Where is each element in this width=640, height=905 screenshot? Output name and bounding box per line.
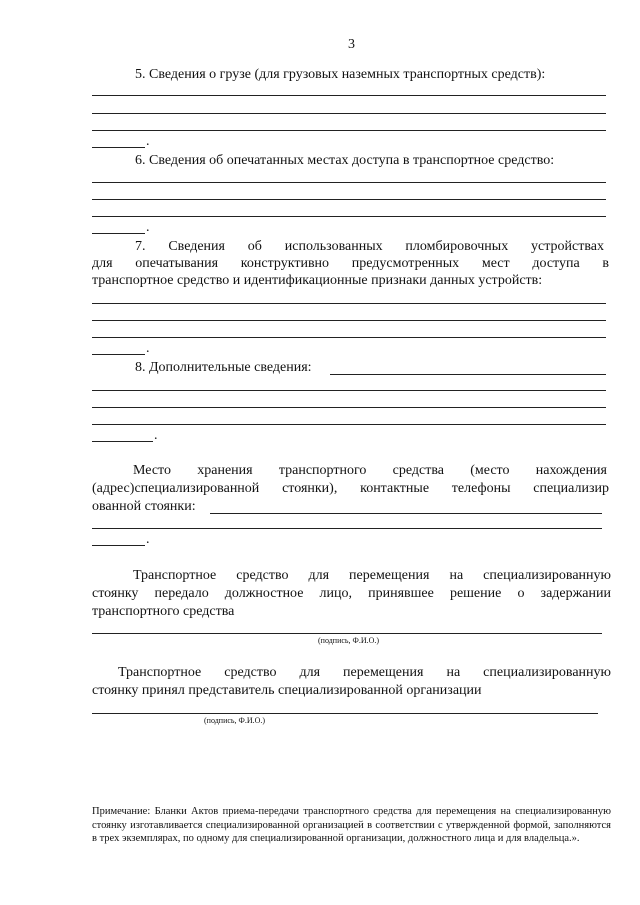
section-cargo-heading: 5. Сведения о грузе (для грузовых наземных транспортных средств):: [135, 67, 546, 82]
blank-line-inline: [330, 374, 606, 375]
handed-line2: стоянку передало должностное лицо, принявшее решение о задержании: [92, 586, 611, 601]
blank-line: [92, 303, 606, 304]
blank-line-end: [92, 545, 145, 546]
blank-line-end: [92, 354, 145, 355]
blank-end-dot: .: [154, 428, 158, 443]
blank-line-inline: [210, 513, 602, 514]
signature-caption: (подпись, Ф.И.О.): [204, 716, 266, 725]
blank-line: [92, 216, 606, 217]
accepted-line2: стоянку принял представитель специализированной организации: [92, 683, 482, 698]
blank-line: [92, 199, 606, 200]
section-seals-line3: транспортное средство и идентификационные признаки данных устройств:: [92, 273, 543, 288]
blank-end-dot: .: [146, 134, 150, 149]
signature-line: [92, 713, 598, 714]
blank-line-end: [92, 233, 145, 234]
storage-line1: Место хранения транспортного средства (место нахождения: [133, 463, 607, 478]
blank-line: [92, 182, 606, 183]
blank-line: [92, 320, 606, 321]
blank-end-dot: .: [146, 341, 150, 356]
blank-line: [92, 424, 606, 425]
section-additional-heading: 8. Дополнительные сведения:: [135, 360, 312, 375]
blank-end-dot: .: [146, 220, 150, 235]
accepted-line1: Транспортное средство для перемещения на специализированную: [118, 665, 611, 680]
blank-line: [92, 113, 606, 114]
blank-line: [92, 407, 606, 408]
section-seals-line1: 7. Сведения об использованных пломбировочных устройствах: [135, 239, 604, 254]
blank-line: [92, 528, 602, 529]
handed-line1: Транспортное средство для перемещения на специализированную: [133, 568, 611, 583]
section-seals-line2: для опечатывания конструктивно предусмотренных мест доступа в: [92, 256, 609, 271]
footnote: Примечание: Бланки Актов приема-передачи транспортного средства для перемещения на специализированную стоянку изготавливается специализированной организацией в соответствии с утвержденной формой, заполняются в трех экземплярах, по одному для специализированной организации, должностного лица и для владельца.».: [92, 806, 611, 845]
signature-line: [92, 633, 602, 634]
handed-line3: транспортного средства: [92, 604, 235, 619]
blank-end-dot: .: [146, 532, 150, 547]
blank-line: [92, 130, 606, 131]
page-number: 3: [348, 37, 355, 52]
section-sealed-heading: 6. Сведения об опечатанных местах доступа в транспортное средство:: [135, 153, 555, 168]
storage-line2: (адрес)специализированной стоянки), контактные телефоны специализир: [92, 481, 609, 496]
blank-line: [92, 337, 606, 338]
signature-caption: (подпись, Ф.И.О.): [318, 636, 380, 645]
blank-line: [92, 95, 606, 96]
blank-line-end: [92, 147, 145, 148]
storage-line3: ованной стоянки:: [92, 499, 196, 514]
blank-line: [92, 390, 606, 391]
blank-line-end: [92, 441, 153, 442]
